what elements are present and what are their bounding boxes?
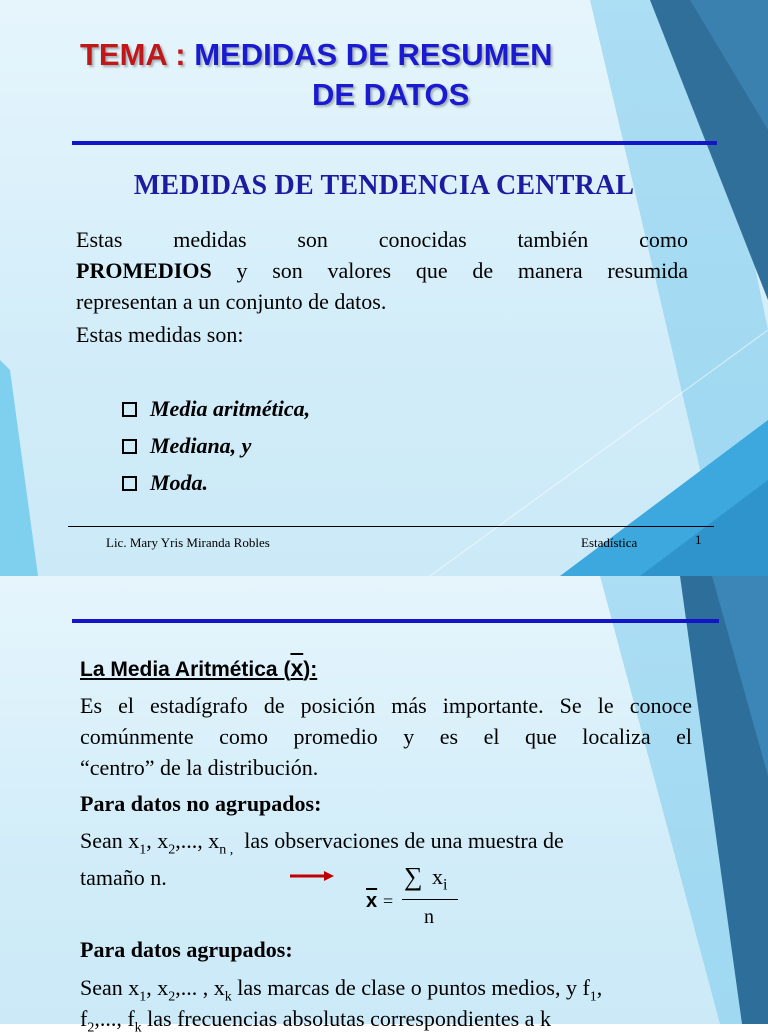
- title-prefix: TEMA :: [80, 37, 186, 72]
- footer-course: Estadística: [581, 535, 638, 550]
- media-paragraph: Es el estadígrafo de posición más importante. Se le conoce comúnmente como promedio y es el que localiza el “centro” de la distribución.: [80, 693, 692, 780]
- title-divider: [72, 141, 717, 145]
- bullet-moda: Moda.: [122, 470, 208, 496]
- footer-author: Lic. Mary Yris Miranda Robles: [106, 535, 270, 550]
- intro-line-1: Estas medidas son conocidas también como: [76, 227, 688, 252]
- mean-formula: [366, 864, 466, 934]
- section-subtitle: MEDIDAS DE TENDENCIA CENTRAL: [133, 170, 635, 201]
- slide-2: [0, 576, 768, 1035]
- sum-icon: ∑: [404, 862, 423, 891]
- title-line-2: DE DATOS: [312, 77, 470, 112]
- footer-page-number: 1: [695, 532, 702, 547]
- media-heading: La Media Aritmética (x):: [80, 655, 318, 681]
- sean-line-1: Sean $x_1$, $x_2$,..., $x_{n ,}$ las observaciones de una muestra de: [80, 828, 564, 858]
- promedios-bold: PROMEDIOS: [76, 258, 212, 283]
- arrow-right-icon: [290, 869, 336, 883]
- heading-agrupados: Para datos agrupados:: [80, 937, 293, 962]
- checkbox-icon: [122, 402, 137, 417]
- formula-numerator: $x_i$: [432, 864, 448, 894]
- measures-intro: Estas medidas son:: [76, 322, 244, 347]
- heading-no-agrupados: Para datos no agrupados:: [80, 791, 322, 816]
- intro-line-2: PROMEDIOS y son valores que de manera resumida: [76, 258, 689, 283]
- intro-paragraph: [76, 224, 688, 317]
- formula-x-bar: $\overline{x}$: [366, 890, 378, 912]
- last-line-cut: $f_2$,..., $f_k$ las frecuencias absolutas correspondientes a k: [80, 1006, 551, 1035]
- sean-line-2: Sean $x_1$, $x_2$,... , $x_k$ las marcas de clase o puntos medios, y $f_1$,: [80, 975, 603, 1005]
- footer-divider: [68, 526, 714, 527]
- formula-equals: =: [383, 891, 394, 911]
- x-bar-symbol: x: [290, 655, 304, 681]
- tamano-n: tamaño n.: [80, 865, 167, 890]
- checkbox-icon: [122, 439, 137, 454]
- title-line-1: MEDIDAS DE RESUMEN: [194, 37, 553, 72]
- formula-denominator: n: [424, 906, 434, 928]
- checkbox-icon: [122, 476, 137, 491]
- fraction-bar: [402, 899, 458, 900]
- bullet-mediana: Mediana, y: [122, 433, 251, 459]
- intro-line-3: representan a un conjunto de datos.: [76, 289, 387, 314]
- bullet-media: Media aritmética,: [122, 396, 310, 422]
- slide-2-divider: [72, 619, 719, 623]
- slide-title: [80, 36, 553, 74]
